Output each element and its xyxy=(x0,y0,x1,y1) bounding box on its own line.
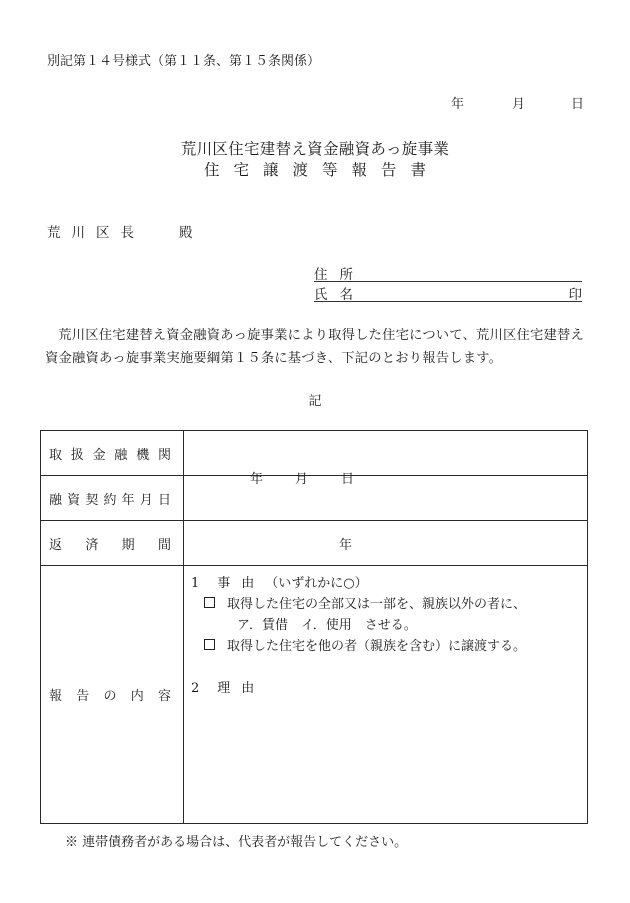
addressee-honorific: 殿 xyxy=(179,225,193,241)
financial-institution-label-cell xyxy=(41,431,184,476)
ki-heading: 記 xyxy=(308,394,322,409)
loan-date-label-cell xyxy=(41,476,184,521)
report-label-cell xyxy=(41,566,184,824)
body-text: 荒川区住宅建替え資金融資あっ旋事業により取得した住宅について、荒川区住宅建替え資金融資あっ旋事業実施要綱第１５条に基づき、下記のとおり報告します。 xyxy=(45,328,585,366)
table-row-repayment xyxy=(41,521,588,566)
financial-institution-label: 取扱金融機関 xyxy=(49,447,171,463)
date-year-label: 年 xyxy=(451,97,465,112)
riyu-title: 理由 xyxy=(217,681,266,696)
loan-date-label: 融資契約年月日 xyxy=(49,492,171,508)
option-1-text: 取得した住宅の全部又は一部を、親族以外の者に、 xyxy=(227,597,527,612)
financial-institution-input[interactable] xyxy=(184,431,588,476)
option-2-checkbox-icon[interactable] xyxy=(204,639,215,650)
applicant-address-label: 住所 xyxy=(314,267,365,283)
addressee-name: 荒川区長 xyxy=(47,225,145,241)
date-day-label: 日 xyxy=(571,97,585,112)
reason-title: 事由 xyxy=(217,576,266,591)
report-label: 報告の内容 xyxy=(49,689,171,704)
title-line-2: 住宅譲渡等報告書 xyxy=(203,161,440,179)
seal-mark: 印 xyxy=(568,287,582,303)
loan-date-year-label: 年 xyxy=(250,472,264,487)
riyu-heading xyxy=(191,677,265,696)
loan-date-month-label: 月 xyxy=(295,472,309,487)
report-content-cell[interactable] xyxy=(184,566,588,824)
riyu-number: 2 xyxy=(191,681,200,696)
repayment-label: 返済期間 xyxy=(49,537,171,553)
repayment-unit: 年 xyxy=(339,537,353,553)
option-2[interactable] xyxy=(204,635,526,654)
applicant-address-field[interactable] xyxy=(314,262,582,282)
option-1-sub: ア．賃借 イ．使用 させる。 xyxy=(237,618,417,633)
form-number: 別記第１４号様式（第１１条、第１５条関係） xyxy=(47,54,321,69)
report-table xyxy=(40,430,588,824)
date-month-label: 月 xyxy=(512,97,526,112)
table-row-loan-date xyxy=(41,476,588,521)
reason-number: 1 xyxy=(191,576,200,591)
repayment-label-cell xyxy=(41,521,184,566)
title-line-1: 荒川区住宅建替え資金融資あっ旋事業 xyxy=(180,140,450,158)
loan-date-day-label: 日 xyxy=(341,472,355,487)
option-1[interactable] xyxy=(204,593,526,612)
loan-date-input[interactable] xyxy=(184,472,588,521)
footnote: ※ 連帯債務者がある場合は、代表者が報告してください。 xyxy=(65,835,408,850)
applicant-name-label: 氏名 xyxy=(314,287,365,303)
option-1-checkbox-icon[interactable] xyxy=(204,597,215,608)
applicant-name-field[interactable] xyxy=(314,282,582,302)
reason-note: （いずれかに○） xyxy=(265,576,368,591)
table-row-report xyxy=(41,566,588,824)
option-2-text: 取得した住宅を他の者（親族を含む）に譲渡する。 xyxy=(227,639,527,654)
repayment-input[interactable] xyxy=(184,521,588,566)
table-row-financial-institution xyxy=(41,431,588,476)
reason-heading xyxy=(191,572,368,591)
